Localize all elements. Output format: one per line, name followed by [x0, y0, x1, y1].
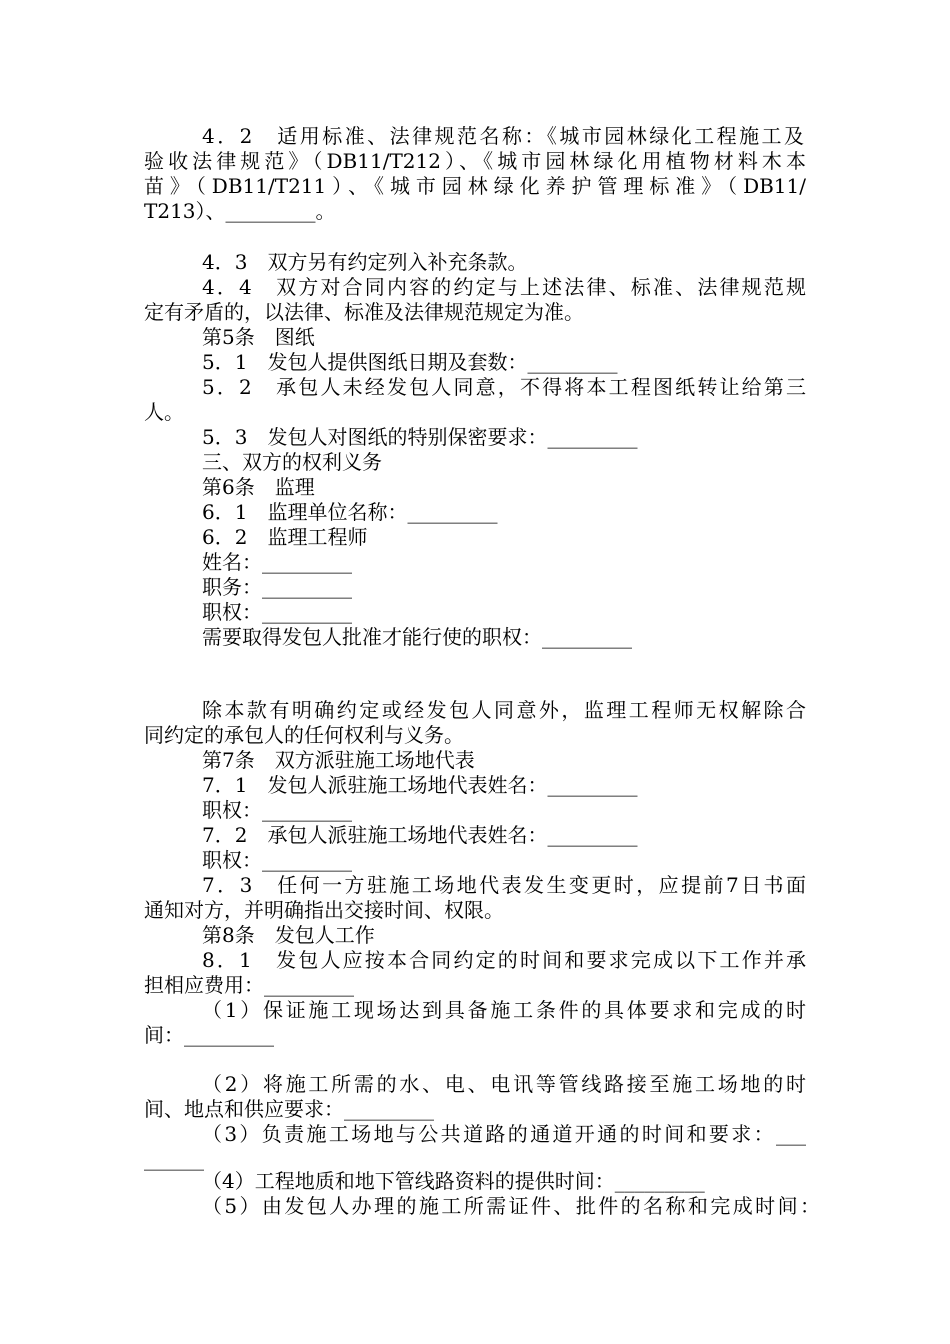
item-3-line-2: ______	[144, 1147, 204, 1171]
clause-7-1: 7．1 发包人派驻施工场地代表姓名：_________	[202, 773, 638, 797]
engineer-limit-line-1: 除本款有明确约定或经发包人同意外，监理工程师无权解除合	[202, 698, 806, 722]
item-5: （5）由发包人办理的施工所需证件、批件的名称和完成时间：	[202, 1194, 820, 1218]
clause-4-4-line-1: 4．4 双方对合同内容的约定与上述法律、标准、法律规范规	[202, 275, 806, 299]
clause-7-2: 7．2 承包人派驻施工场地代表姓名：_________	[202, 823, 638, 847]
article-6-heading: 第6条 监理	[202, 475, 315, 499]
clause-4-2-line-3: 苗》（DB11/T211）、《城市园林绿化养护管理标准》（DB11/	[144, 174, 806, 198]
article-5-heading: 第5条 图纸	[202, 325, 315, 349]
article-8-heading: 第8条 发包人工作	[202, 923, 375, 947]
item-1-line-2: 间：_________	[144, 1023, 274, 1047]
clause-4-2-line-2: 验收法律规范》（DB11/T212）、《城市园林绿化用植物材料木本	[144, 149, 806, 173]
approval-required-authority: 需要取得发包人批准才能行使的职权：_________	[202, 625, 632, 649]
clause-7-3-line-1: 7．3 任何一方驻施工场地代表发生变更时，应提前7日书面	[202, 873, 806, 897]
engineer-position: 职务：_________	[202, 575, 352, 599]
clause-8-1-line-2: 担相应费用：_________	[144, 973, 354, 997]
item-1-line-1: （1）保证施工现场达到具备施工条件的具体要求和完成的时	[202, 998, 806, 1022]
item-2-line-2: 间、地点和供应要求：_________	[144, 1097, 434, 1121]
employer-rep-authority: 职权：_________	[202, 798, 352, 822]
clause-5-1: 5．1 发包人提供图纸日期及套数：_________	[202, 350, 618, 374]
clause-8-1-line-1: 8．1 发包人应按本合同约定的时间和要求完成以下工作并承	[202, 948, 806, 972]
item-3-line-1: （3）负责施工场地与公共道路的通道开通的时间和要求：___	[202, 1122, 806, 1146]
clause-4-4-line-2: 定有矛盾的，以法律、标准及法律规范规定为准。	[144, 300, 584, 324]
clause-4-2-line-4: T213）、_________。	[144, 199, 336, 223]
article-7-heading: 第7条 双方派驻施工场地代表	[202, 748, 475, 772]
clause-4-2-line-1: 4．2 适用标准、法律规范名称：《城市园林绿化工程施工及	[202, 124, 804, 148]
engineer-limit-line-2: 同约定的承包人的任何权利与义务。	[144, 723, 464, 747]
item-4: （4）工程地质和地下管线路资料的提供时间：_________	[202, 1169, 705, 1193]
contractor-rep-authority: 职权：_________	[202, 848, 352, 872]
clause-7-3-line-2: 通知对方，并明确指出交接时间、权限。	[144, 898, 504, 922]
clause-5-3: 5．3 发包人对图纸的特别保密要求：_________	[202, 425, 638, 449]
engineer-authority: 职权：_________	[202, 600, 352, 624]
engineer-name: 姓名：_________	[202, 550, 352, 574]
section-3-heading: 三、双方的权利义务	[202, 450, 382, 474]
clause-5-2-line-1: 5．2 承包人未经发包人同意，不得将本工程图纸转让给第三	[202, 375, 806, 399]
clause-6-2: 6．2 监理工程师	[202, 525, 368, 549]
clause-6-1: 6．1 监理单位名称：_________	[202, 500, 498, 524]
clause-4-3: 4．3 双方另有约定列入补充条款。	[202, 250, 528, 274]
item-2-line-1: （2）将施工所需的水、电、电讯等管线路接至施工场地的时	[202, 1072, 806, 1096]
clause-5-2-line-2: 人。	[144, 400, 184, 424]
